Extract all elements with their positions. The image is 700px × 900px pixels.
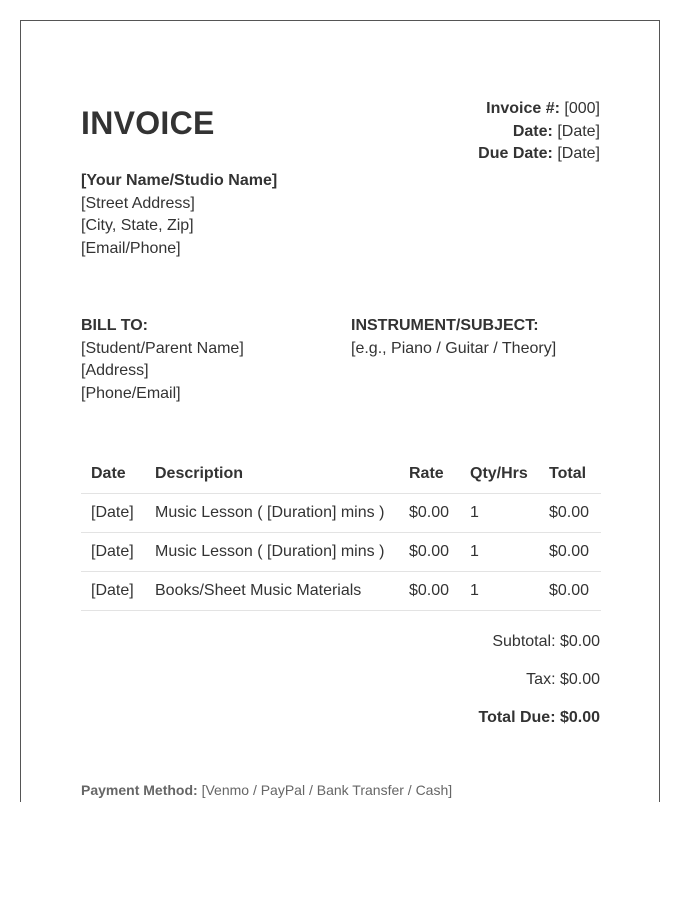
subject-block (351, 315, 556, 360)
sender-city: [City, State, Zip] (81, 217, 194, 234)
cell-description: Books/Sheet Music Materials (145, 572, 399, 611)
subject-heading: INSTRUMENT/SUBJECT: (351, 317, 539, 334)
header-qty: Qty/Hrs (460, 454, 539, 494)
sender-contact: [Email/Phone] (81, 239, 181, 257)
invoice-number-line (478, 98, 600, 121)
tax: Tax: $0.00 (526, 671, 600, 688)
invoice-date-label: Date: (512, 122, 553, 140)
bill-to-address: [Address] (81, 362, 149, 379)
cell-qty: 1 (460, 494, 539, 533)
bill-to-heading: BILL TO: (81, 317, 148, 334)
cell-qty: 1 (460, 533, 539, 572)
header-date: Date (81, 454, 145, 494)
cell-total: $0.00 (539, 572, 601, 611)
invoice-title: INVOICE (81, 105, 215, 141)
table-row (81, 572, 601, 611)
cell-rate: $0.00 (399, 494, 460, 533)
sender-name: [Your Name/Studio Name] (81, 172, 278, 189)
cell-total: $0.00 (539, 494, 601, 533)
bill-to-block (81, 315, 244, 405)
cell-date: [Date] (81, 533, 145, 572)
invoice-date-value: [Date] (557, 122, 600, 140)
invoice-meta (478, 98, 600, 166)
table-header-row (81, 454, 601, 494)
bill-to-contact: [Phone/Email] (81, 384, 181, 402)
invoice-number-value: [000] (564, 100, 600, 117)
line-items-table (81, 454, 601, 611)
cell-rate: $0.00 (399, 533, 460, 572)
sender-block (81, 170, 277, 260)
cell-total: $0.00 (539, 533, 601, 572)
cell-date: [Date] (81, 494, 145, 533)
cell-qty: 1 (460, 572, 539, 611)
table-row (81, 533, 601, 572)
header-description: Description (145, 454, 399, 494)
due-date-line (478, 143, 600, 166)
header-total: Total (539, 454, 601, 494)
payment-method (81, 782, 452, 798)
cell-description: Music Lesson ( [Duration] mins ) (145, 494, 399, 533)
cell-date: [Date] (81, 572, 145, 611)
bill-to-name: [Student/Parent Name] (81, 339, 244, 357)
invoice-number-label: Invoice #: (486, 100, 560, 117)
invoice-page (20, 20, 660, 802)
table-row (81, 494, 601, 533)
due-date-label: Due Date: (478, 145, 553, 162)
payment-method-label: Payment Method: (81, 782, 198, 798)
sender-street: [Street Address] (81, 194, 195, 212)
header-rate: Rate (399, 454, 460, 494)
subject-value: [e.g., Piano / Guitar / Theory] (351, 339, 557, 357)
invoice-date-line (478, 121, 600, 144)
cell-description: Music Lesson ( [Duration] mins ) (145, 533, 399, 572)
payment-method-value: [Venmo / PayPal / Bank Transfer / Cash] (201, 782, 453, 798)
total-due: Total Due: $0.00 (478, 709, 600, 726)
cell-rate: $0.00 (399, 572, 460, 611)
due-date-value: [Date] (557, 145, 600, 162)
totals-block (478, 631, 600, 745)
subtotal: Subtotal: $0.00 (492, 633, 600, 650)
